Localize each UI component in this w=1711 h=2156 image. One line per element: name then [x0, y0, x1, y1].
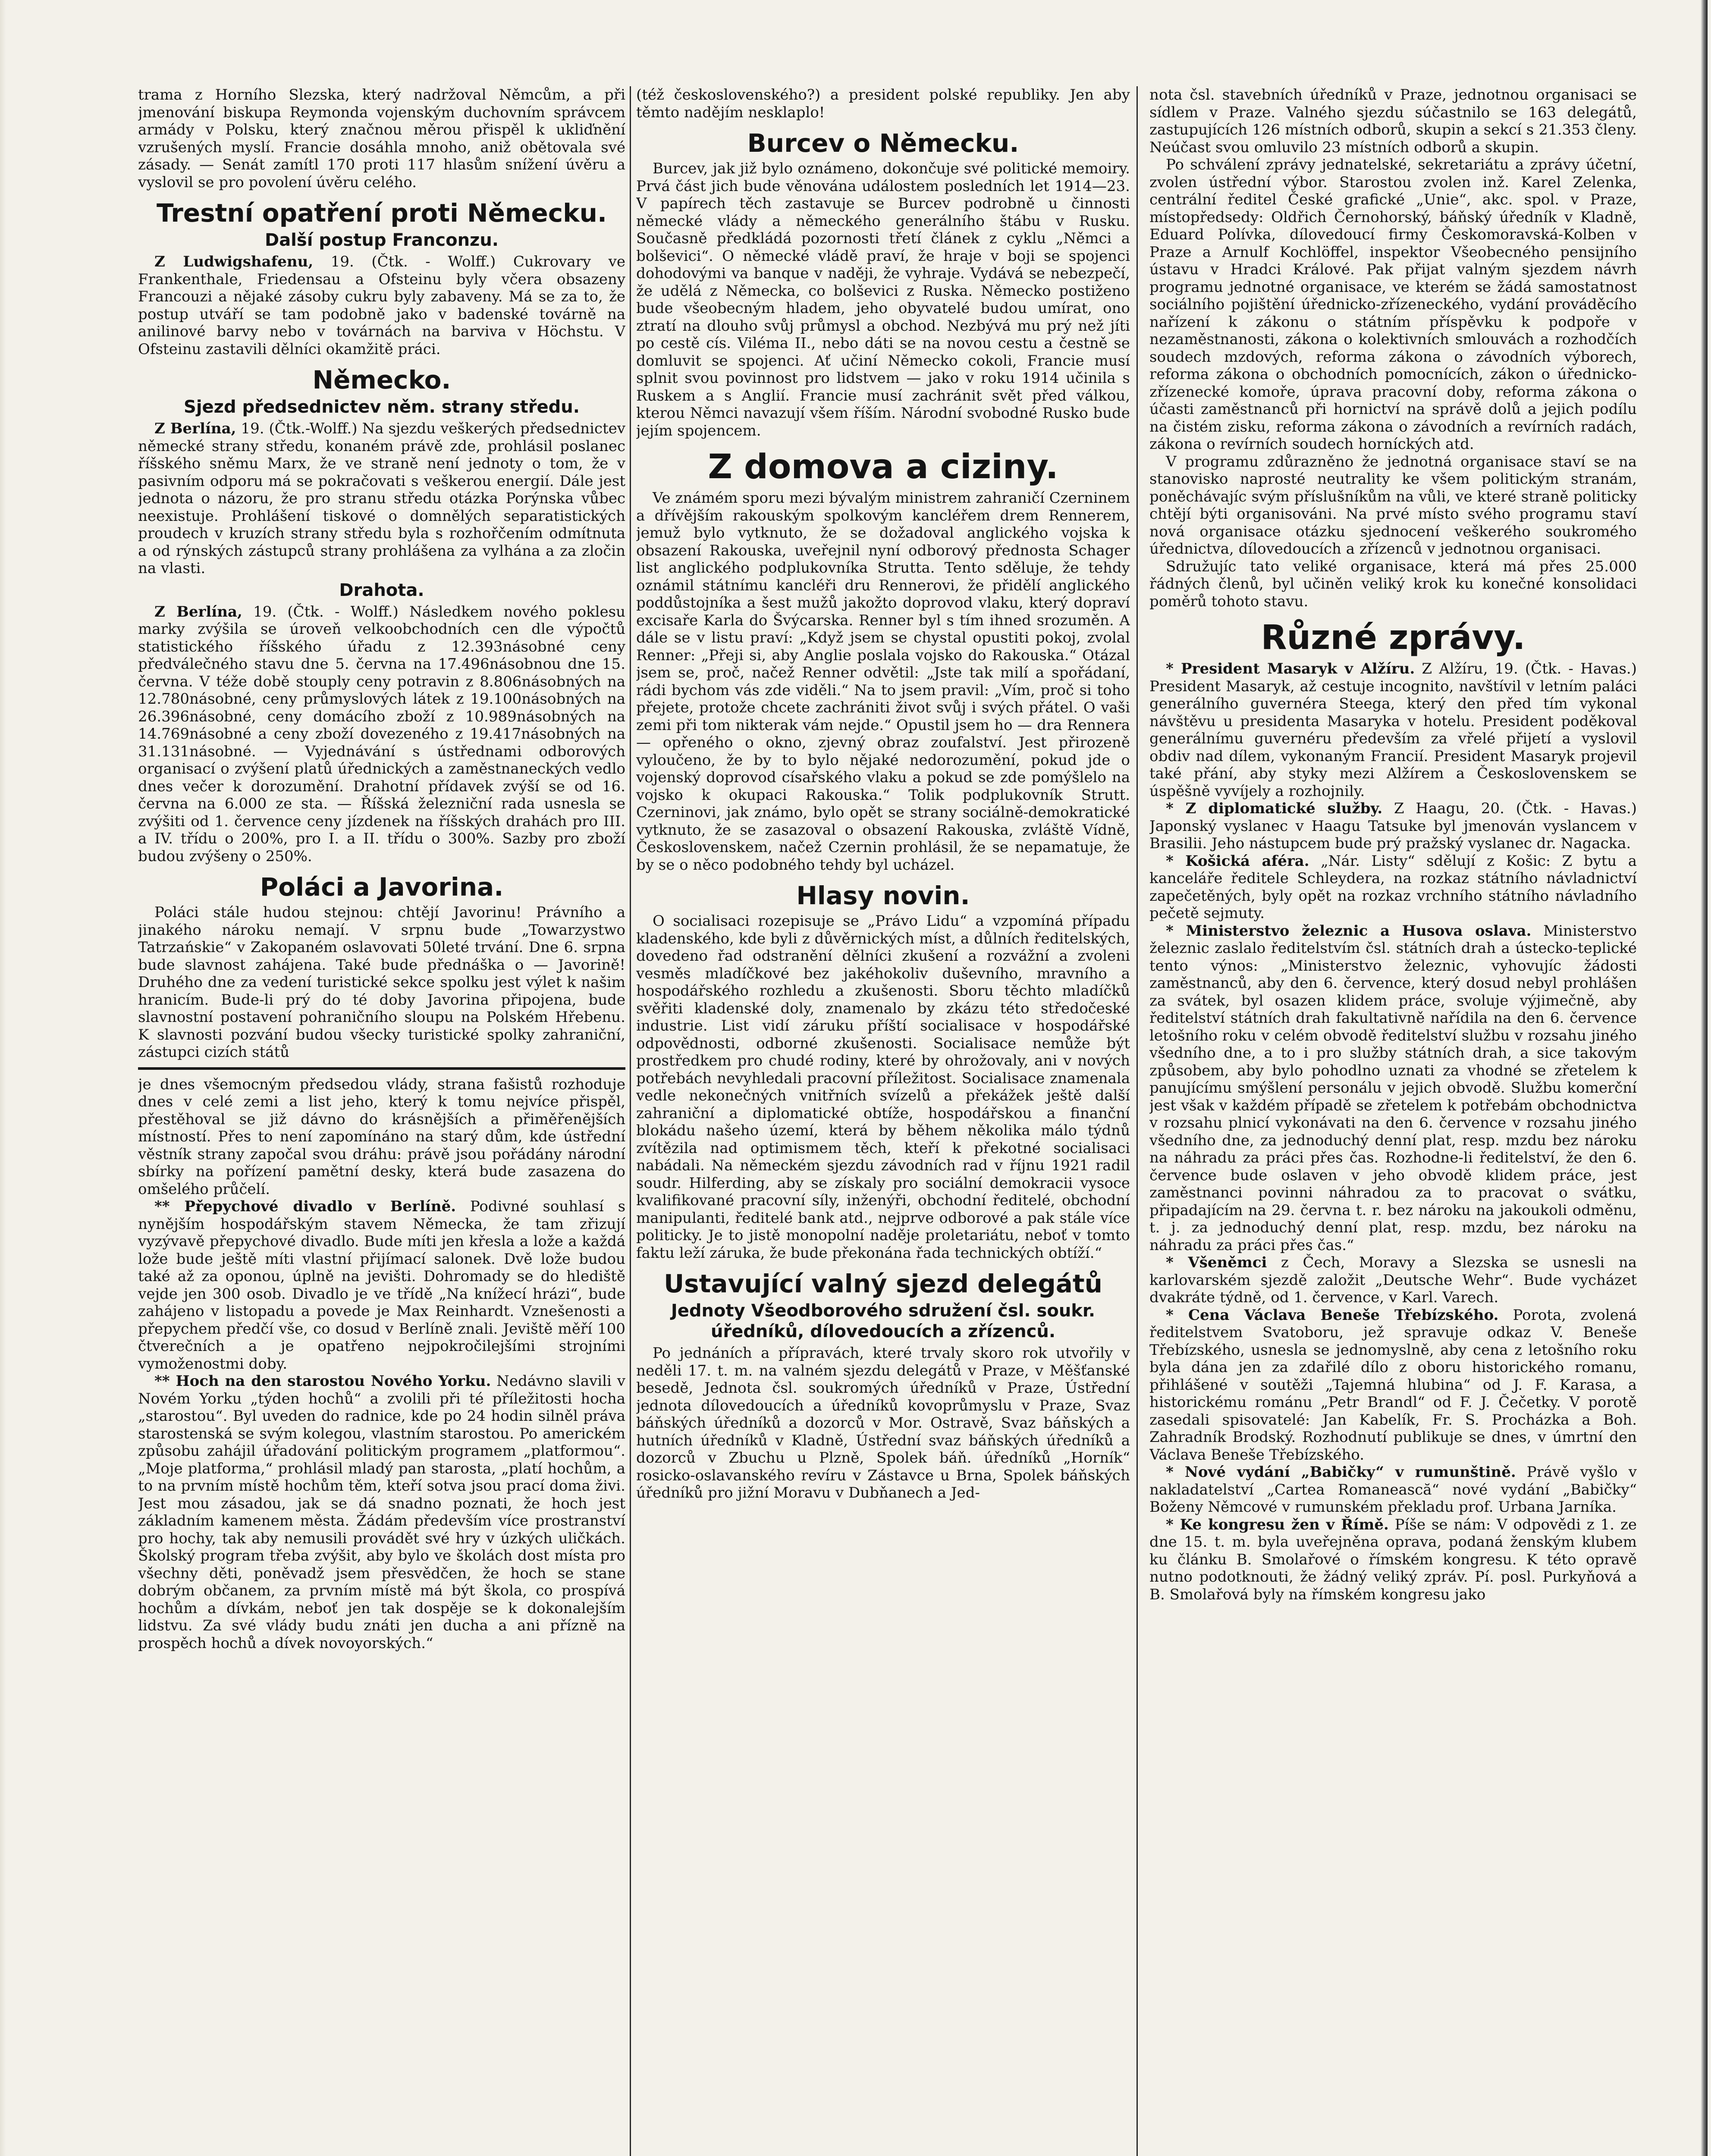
- page-right-edge-shadow: [1701, 0, 1708, 2156]
- item-lead: * Košická aféra.: [1166, 852, 1309, 870]
- news-item-kongres: [1149, 1516, 1637, 1604]
- item-body: z Čech, Moravy a Slezska se usnesli na karlovarském sjezdě založit „Deutsche Wehr“. Bude vycházet dvakráte týdně, od 1. července, v Karl. Varech.: [1149, 1254, 1637, 1306]
- news-item-diplomaticke: [1149, 800, 1637, 852]
- item-body: Právě vyšlo v nakladatelství „Cartea Romanească“ nové vydání „Babičky“ Boženy Němcové v rumunském překladu prof. Urbana Jarníka.: [1149, 1463, 1637, 1516]
- headline-polaci: Poláci a Javorina.: [260, 872, 504, 902]
- item-lead: * Nové vydání „Babičky“ v rumunštině.: [1166, 1463, 1516, 1481]
- article-body: 19. (Čtk. - Wolff.) Cukrovary ve Frankenthale, Friedensau a Ofsteinu byly včera obsazeny Francouzi a nějaké zásoby cukru byly zabaveny. Má se za to, že postup utváří se tam podobně jako v badenské továrně na anilinové barvy nebo v továrnách na barviva v Höchstu. V Ofsteinu zastavili dělníci okamžitě práci.: [138, 253, 625, 358]
- news-item-cena: [1149, 1307, 1637, 1464]
- headline-z-domova: Z domova a ciziny.: [708, 448, 1058, 486]
- subheadline-drahota: Drahota.: [339, 580, 424, 600]
- column-3: [1149, 86, 1637, 2156]
- article-ludwigshafen: [138, 253, 625, 358]
- headline-burcev: Burcev o Německu.: [747, 128, 1019, 158]
- item-lead: ** Přepychové divadlo v Berlíně.: [154, 1198, 456, 1215]
- headline-ruzne-zpravy: Různé zprávy.: [1261, 618, 1526, 657]
- dateline: Z Ludwigshafenu,: [154, 253, 314, 270]
- article-continuation: nota čsl. stavebních úředníků v Praze, jednotnou organisaci se sídlem v Praze. Valného sjezdu súčastnilo se 163 delegátů, zastupujících 126 místních odborů, skupin a sekcí s 21.353 členy. Neúčast svou omluvilo 23 místních odborů a skupin.: [1149, 86, 1637, 156]
- article-sjezd: [138, 420, 625, 577]
- article-continuation: (též československého?) a president polské republiky. Jen aby těmto nadějím nesklaplo!: [636, 86, 1130, 121]
- headline-ustavujici-sjezd: Ustavující valný sjezd delegátů: [664, 1269, 1102, 1298]
- news-item-babicky: [1149, 1463, 1637, 1516]
- article-program: V programu zdůrazněno že jednotná organisace staví se na stanovisko naprosté neutrality ke všem politickým stranám, poněchávajíc svým příslušníkům na vůli, ve které straně politicky chtějí býti organisováni. Na prvé místo svého programu staví nová organisace otázku sjednocení veškerého soukromého úřednictva, dílovedoucích a zřízenců v jednotnou organisaci.: [1149, 453, 1637, 558]
- news-item-masaryk: [1149, 660, 1637, 800]
- dateline: Z Berlína,: [154, 420, 236, 437]
- column-2: [636, 86, 1130, 2156]
- section-divider: [138, 1067, 625, 1070]
- article-burcev: Burcev, jak již bylo oznámeno, dokončuje své politické memoiry. Prvá část jich bude věnována událostem posledních let 1914—23. V papírech těch zastavuje se Burcev podrobně u činnosti německé vlády a německého generálního štábu v Rusku. Současně předkládá pozornosti třetí článek z cyklu „Němci a bolševici“. O německé vládě praví, že hraje v boji se spojenci dohodovými va banque v naději, že vyhraje. Vydává se nebezpečí, že udělá z Německa, co bolševici z Ruska. Německo postiženo bude všeobecným hladem, jeho obyvatelé budou umírat, ono ztratí na dlouho svůj průmysl a obchod. Nezbývá mu prý než jíti po cestě cís. Viléma II., nebo dáti se na novou cestu a čestně se domluvit se spojenci. Ať učiní Německo cokoli, Francie musí splnit svou povinnost pro lidstvem — jako v roku 1914 učinila s Ruskem a s Anglií. Francie musí zachránit svět před válkou, kterou Němci navazují všem říším. Národní svobodné Rusko bude jejím spojencem.: [636, 160, 1130, 439]
- item-lead: * President Masaryk v Alžíru.: [1166, 660, 1415, 677]
- item-lead: * Z diplomatické služby.: [1166, 800, 1383, 817]
- column-rule-1: [630, 86, 631, 2156]
- item-lead: * Ke kongresu žen v Římě.: [1166, 1516, 1389, 1533]
- dateline: Z Berlína,: [154, 603, 242, 620]
- article-z-domova: Ve známém sporu mezi bývalým ministrem zahraničí Czerninem a dřívějším rakouským spolkovým kancléřem drem Rennerem, jemuž bylo vytknuto, že se dožadoval anglického vojska k obsazení Rakouska, uveřejnil nyní odborový přednosta Schager list anglického podplukovníka Strutta. Tento sděluje, že tehdy oznámil státnímu kancléři dru Rennerovi, že přidělí anglického poddůstojníka a šest mužů jakožto doprovod vlaku, který dopraví excisaře Karla do Švýcarska. Renner byl s tím ihned srozuměn. A dále se v listu praví: „Když jsem se chystal opustiti pokoj, zvolal Renner: „Přeji si, aby Anglie poslala vojsko do Rakouska.“ Otázal jsem se, proč, načež Renner odvětil: „Jste tak milí a spořádaní, rádi bychom vás zde viděli.“ Na to jsem pravil: „Vím, proč si toho přejete, protože chcete zachrániti život svůj i svých přátel. O vaši zemi při tom nikterak vám nejde.“ Opustil jsem ho — dra Rennera — opřeného o okno, zjevný obraz zoufalství. Jest přirozeně vyloučeno, že by to bylo nějaké nedorozumění, pokud jde o vojenský doprovod císařského vlaku a pokud se zde pomýšlelo na vojsko k okupaci Rakouska.“ Tolik podplukovník Strutt. Czerninovi, jak známo, bylo opět se strany sociálně-demokratické vytknuto, že se zasazoval o obsazení Rakouska, zvláště Vídně, Československem, načež Czernin prohlásil, že se nepamatuje, že by se o něco podobného tehdy byl ucházel.: [636, 489, 1130, 874]
- headline-hlasy-novin: Hlasy novin.: [796, 881, 970, 910]
- article-hoch-starosta: [138, 1373, 625, 1652]
- page-left-edge: [0, 0, 6, 2156]
- news-item-vsenemci: [1149, 1254, 1637, 1307]
- item-lead: ** Hoch na den starostou Nového Yorku.: [154, 1373, 491, 1390]
- article-body: Podivné souhlasí s nynějším hospodářským stavem Německa, že tam zřizují vyzývavě přepychové divadlo. Bude míti jen křesla a lože a každá lože bude ještě míti vlastní přijímací salonek. Dvě lože budou také až za oponou, úplně na jevišti. Dohromady se do hlediště vejde jen 300 osob. Divadlo je ve třídě „Na knížecí hrázi“, bude zahájeno v listopadu a povede je Max Reinhardt. Vznešenosti a přepychem předčí vše, co dosud v Berlíně znali. Jeviště měří 100 čtverečních a je opatřeno nejpokročilejšími strojními vymoženostmi doby.: [138, 1198, 625, 1373]
- subheadline-sjezd: Sjezd předsednictev něm. strany středu.: [184, 397, 580, 417]
- news-item-kosicka: [1149, 852, 1637, 922]
- item-body: Z Alžíru, 19. (Čtk. - Havas.) President Masaryk, až cestuje incognito, navštívil v letním paláci generálního guvernéra Steega, který den před tím vykonal návštěvu u presidenta Masaryka v hotelu. President poděkoval generálnímu guvernéru především za vřelé přijetí a vyslovil obdiv nad dílem, vykonaným Francií. President Masaryk projevil také přání, aby styky mezi Alžírem a Československem se úspěšně vyvíjely a rozhojnily.: [1149, 660, 1637, 800]
- item-lead: * Ministerstvo železnic a Husova oslava.: [1166, 922, 1532, 940]
- article-body: 19. (Čtk. - Wolff.) Následkem nového poklesu marky zvýšila se úroveň velkoobchodních cen dle výpočtů statistického říšského úřadu z 12.393násobné ceny předválečného stavu dne 5. června na 17.496násobnou dne 15. června. V téže době stouply ceny potravin z 8.806násobných na 12.780násobné, ceny průmyslových látek z 19.100násobných na 26.396násobné, ceny domácího zboží z 10.989násobných na 14.769násobné a ceny zboží dovezeného z 19.417násobných na 31.131násobné. — Vyjednávání s ústřednami odborových organisací o zvýšení platů úřednických a zaměstnaneckých vedlo dnes večer k dorozumění. Drahotní přídavek zvýší se od 16. června na 6.000 ze sta. — Říšská železniční rada usnesla se zvýšiti od 1. července ceny jízdenek na říšských drahách pro III. a IV. třídu o 200%, pro I. a II. třídu o 300%. Sazby pro zboží budou zvýšeny o 250%.: [138, 603, 625, 865]
- article-vlada-continuation: je dnes všemocným předsedou vlády, strana fašistů rozhoduje dnes v celé zemi a list jeho, který k tomu nejvíce přispěl, přestěhoval se již dávno do krásnějších a přiměřenějších místností. Přes to není zapomínáno na starý dům, kde ústřední věstník strany započal svou dráhu: právě jsou pořádány národní sbírky na pořízení pamětní desky, která bude zasazena do omšelého průčelí.: [138, 1075, 625, 1198]
- subheadline-franconzu: Další postup Franconzu.: [264, 230, 499, 250]
- article-ustavujici-sjezd: Po jednáních a přípravách, které trvaly skoro rok utvořily v neděli 17. t. m. na valném sjezdu delegátů v Praze, v Měšťanské besedě, Jednota čsl. soukromých úředníků v Praze, Ústřední jednota dílovedoucích a úředníků kovoprůmyslu v Praze, Svaz báňských úředníků a dozorců v Mor. Ostravě, Svaz báňských a hutních úředníků v Kladně, Ústřední svaz báňských úředníků a dozorců v Zbuchu u Plzně, Spolek báň. úředníků „Horník“ rosicko-oslavanského revíru v Zástavce u Brna, Spolek báňských úředníků pro jižní Moravu v Dubňanech a Jed-: [636, 1344, 1130, 1501]
- article-prepychove-divadlo: [138, 1198, 625, 1373]
- article-schvaleni: Po schválení zprávy jednatelské, sekretariátu a zprávy účetní, zvolen ústřední výbor. Starostou zvolen inž. Karel Zelenka, centrální ředitel České grafické „Unie“, akc. spol. v Praze, místopředsedy: Oldřich Černohorský, báňský úředník v Kladně, Eduard Polívka, dílovedoucí firmy Českomoravská-Kolben v Praze a Arnulf Kochlöffel, inspektor Všeobecného pensijního ústavu v Hradci Králové. Pak přijat valným sjezdem návrh programu jednotné organisace, ve kterém se žádá samostatnost sociálního pojištění úřednicko-zřízeneckého, vydání prováděcího nařízení k zákonu o státním příspěvku k podpoře v nezaměstnanosti, zákona o kolektivních smlouvách a rozhodčích soudech mzdových, reforma zákona o závodních výborech, reforma zákona o obchodních pomocnících, zákon o úřednicko-zřízenecké komoře, úprava pracovní doby, reforma zákona o účasti zaměstnanců při hornictví na správě dolů a jejich podílu na čistém zisku, reforma zákona o závodních a revírních radách, zákona o revírních soudech horníckých atd.: [1149, 156, 1637, 453]
- item-body: Porota, zvolená ředitelstvem Svatoboru, jež spravuje odkaz V. Beneše Třebízského, usnesla se jednomyslně, aby cena z letošního roku byla dána jen za zdařilé dílo z oboru historického romanu, přihlášené v soutěži „Tajemná hlubina“ od J. F. Karasa, a historickému románu „Petr Brandl“ od F. J. Čečetky. V porotě zasedali spisovatelé: Jan Kabelík, Fr. S. Procházka a Boh. Zahradník Brodský. Rozhodnutí publikuje se dnes, v úmrtní den Václava Beneše Třebízského.: [1149, 1306, 1637, 1463]
- article-body: Nedávno slavili v Novém Yorku „týden hochů“ a zvolili při té příležitosti hocha „starostou“. Byl uveden do radnice, kde po 24 hodin silněl práva starostenská se svým kolegou, vlastním starostou. Po americkém způsobu zahájil úřadování politickým programem „platformou“. „Moje platforma,“ prohlásil mladý pan starosta, „platí hochům, a to na prvním místě hochům těm, kteří sotva jsou prací doma živi. Jest mou zásadou, jak se dá snadno poznati, že hoch jest základním kamenem města. Žádám především více prostranství pro hochy, tak aby nemusili provádět své hry v úzkých uličkách. Školský program třeba zvýšit, aby bylo ve školách dost místa pro všechny děti, poněvadž jsem přesvědčen, že hoch se stane dobrým občanem, za prvním místě má být škola, co prospívá hochům a dívkám, neboť jen tak dospěje se k dokonalejším lidstvu. Za své vlády budu znáti jen ducha a ani přízně na prospěch hochů a dívek novoyorských.“: [138, 1373, 625, 1652]
- article-drahota: [138, 603, 625, 865]
- headline-trestni-opatreni: Trestní opatření proti Německu.: [157, 198, 607, 228]
- item-body: Ministerstvo železnic zaslalo ředitelstvím čsl. státních drah a ústecko-teplické tento výnos: „Ministerstvo železnic, vyhovujíc žádosti zaměstnanců, aby den 6. července, který dosud nebyl prohlášen za svátek, byl osazen klidem práce, svoluje výjimečně, aby ředitelství státních drah fakultativně nařídila na den 6. července letošního roku v celém obvodě ředitelství službu v rozsahu jiného všedního dne, a to i pro služby státních drah, a sice takovým způsobem, aby bylo pohodlno uznati za vhodné se zřetelem k panujícímu smýšlení personálu v jejich obvodě. Službu komerční jest však v každém případě se zřetelem k potřebám obchodnictva v rozsahu plnicí vykonávati na den 6. července v rozsahu jiného všedního dne, za jednoduchý denní plat, resp. mzdu bez nároku na náhradu za práci přes čas. Rozhodne-li ředitelství, že den 6. července bude oslaven v jeho obvodě klidem práce, jest zaměstnanci povinni náhradou za to pracovat o svátku, připadajícím na 29. června t. r. bez nároku na jakoukoli odměnu, t. j. za jednoduchý denní plat, resp. mzdu, bez nároku na náhradu za práci přes čas.“: [1149, 922, 1637, 1254]
- item-body: Píše se nám: V odpovědi z 1. ze dne 15. t. m. byla uveřejněna oprava, podaná ženským klubem ku článku B. Smolařové o římském kongresu. K této opravě nutno podotknouti, že žádný veliký zpráv. Pí. posl. Purkyňová a B. Smolařová byly na římském kongresu jako: [1149, 1516, 1637, 1603]
- column-1: [138, 86, 625, 2156]
- headline-nemecko: Německo.: [312, 365, 451, 395]
- article-polaci: Poláci stále hudou stejnou: chtějí Javorinu! Právního a jinakého nároku nemají. V srpnu bude „Towarzystwo Tatrzańskie“ v Zakopaném oslavovati 50leté trvání. Dne 6. srpna bude slavnost zahájena. Také bude přednáška o — Javorině! Druhého dne za vedení turistické sekce spolku jest výlet k našim hranicím. Bude-li prý do té doby Javorina připojena, bude slavnostní postavení pohraničního sloupu na Polském Hřebenu. K slavnosti pozvání budou všecky turistické spolky zahraniční, zástupci cizích států: [138, 904, 625, 1061]
- item-lead: * Všeněmci: [1166, 1254, 1267, 1271]
- article-continuation: trama z Horního Slezska, který nadržoval Němcům, a při jmenování biskupa Reymonda vojenským duchovním správcem armády v Polsku, který značnou měrou přispěl k ukliďnění vzrušených myslí. Francie dosáhla mnoho, aniž obětovala své zásady. — Senát zamítl 170 proti 117 hlasům snížení úvěru a vyslovil se pro povolení úvěru celého.: [138, 86, 625, 191]
- column-rule-2: [1136, 86, 1138, 2156]
- article-sdruzuje: Sdružujíc tato veliké organisace, která má přes 25.000 řádných členů, byl učiněn veliký krok ku konečné konsolidaci poměrů tohoto stavu.: [1149, 558, 1637, 610]
- article-hlasy-novin: O socialisaci rozepisuje se „Právo Lidu“ a vzpomíná případu kladenského, kde byli z důvěrnických míst, a důlních ředitelských, dovedeno řad odstranění dělníci zkušení a rozvážní a zvoleni vesměs mladíčkové bez jakéhokoliv duševního, mravního a hospodářského rozhledu a zkušenosti. Sboru těchto mladíčků svěřiti kladenské doly, znamenalo by zkázu této středočeské industrie. List vidí záruku příští socialisace v hospodářské odpovědnosti, odborné zkušenosti. Socialisace nemůže být prostředkem pro chudé rodiny, které by ohrožovaly, ani v nových potřebách nevyhledali pracovní příležitost. Socialisace znamenala vedle nekonečných vnitřních svízelů a překážek ještě další zahraniční a diplomatické obtíže, hospodářskou a finanční blokádu našeho území, která by během několika málo týdnů zvítězila nad optimismem těch, kteří k překotné socialisaci nabádali. Na německém sjezdu závodních rad v říjnu 1921 radil soudr. Hilferding, aby se získaly pro sociální demokracii vysoce kvalifikované pracovní síly, inženýři, obchodní ředitelé, obchodní manipulanti, ředitelé bank atd., nejprve odborové a pak stále více politicky. Je to jistě monopolní naděje proletariátu, neboť v tomto faktu leží záruka, že bude překonána řada technických obtíží.“: [636, 912, 1130, 1262]
- article-body: 19. (Čtk.-Wolff.) Na sjezdu veškerých předsednictev německé strany středu, konaném právě zde, prohlásil poslanec říšského sněmu Marx, že ve straně není jednoty o tom, že v pasivním odporu má se pokračovati s veškerou energií. Dále jest jednota o názoru, že pro stranu středu otázka Porýnska vůbec neexistuje. Prohlášení tiskové o domnělých separatistických proudech v kruzích strany středu byla s rozhořčením odmítnuta a od rýnských zástupců strany prohlášena za vylhána a za zločin na vlasti.: [138, 420, 625, 577]
- news-item-ministerstvo: [1149, 922, 1637, 1254]
- item-body: „Nár. Listy“ sdělují z Košic: Z bytu a kanceláře ředitele Schleydera, na rozkaz státního návladnictví zapečetěných, byly opět na rozkaz vrchního státního návladního pečetě sejmuty.: [1149, 852, 1637, 922]
- subheadline-jednoty: Jednoty Všeodborového sdružení čsl. soukr. úředníků, dílovedoucích a zřízenců.: [671, 1301, 1096, 1341]
- item-body: Z Haagu, 20. (Čtk. - Havas.) Japonský vyslanec v Haagu Tatsuke byl jmenován vyslancem v Brasilii. Jeho nástupcem bude prý pražský vyslanec dr. Nagacka.: [1149, 800, 1637, 852]
- item-lead: * Cena Václava Beneše Třebízského.: [1166, 1306, 1499, 1324]
